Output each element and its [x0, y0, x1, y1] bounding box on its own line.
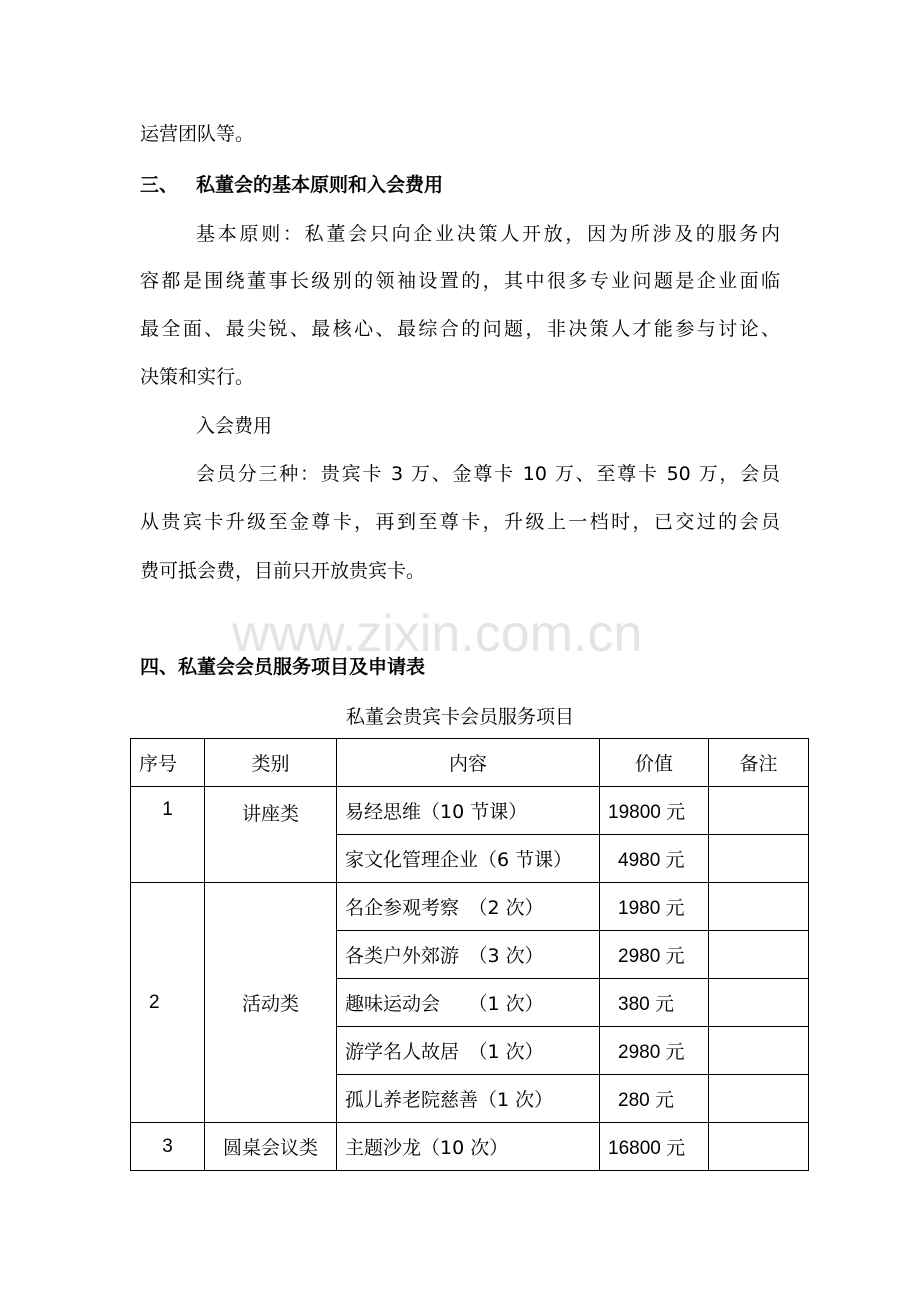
row-number: 3 — [131, 1123, 205, 1171]
row-remark — [709, 931, 809, 979]
row-remark — [709, 979, 809, 1027]
table-header-row — [131, 739, 809, 787]
row-content: 孤儿养老院慈善（1 次） — [337, 1075, 600, 1123]
continuation-line: 运营团队等。 — [140, 123, 255, 145]
fee-line-2: 从贵宾卡升级至金尊卡，再到至尊卡，升级上一档时，已交过的会员 — [140, 511, 780, 533]
principle-line-3: 最全面、最尖锐、最核心、最综合的问题，非决策人才能参与讨论、 — [140, 318, 780, 340]
fee-line-3: 费可抵会费，目前只开放贵宾卡。 — [140, 560, 426, 582]
row-category: 圆桌会议类 — [205, 1123, 337, 1171]
row-remark — [709, 1027, 809, 1075]
principle-line-1: 基本原则：私董会只向企业决策人开放，因为所涉及的服务内 — [196, 223, 780, 245]
header-category: 类别 — [205, 739, 337, 787]
table-caption: 私董会贵宾卡会员服务项目 — [345, 706, 574, 728]
row-remark — [709, 1123, 809, 1171]
row-remark — [709, 1075, 809, 1123]
fee-heading: 入会费用 — [196, 415, 273, 437]
principle-line-2: 容都是围绕董事长级别的领袖设置的，其中很多专业问题是企业面临 — [140, 270, 780, 292]
row-content: 名企参观考察 （2 次） — [337, 883, 600, 931]
row-value: 2980 元 — [600, 1027, 709, 1075]
row-content: 游学名人故居 （1 次） — [337, 1027, 600, 1075]
service-table — [130, 738, 809, 1171]
section-3-title: 私董会的基本原则和入会费用 — [196, 174, 444, 196]
fee-line-1: 会员分三种：贵宾卡 3 万、金尊卡 10 万、至尊卡 50 万，会员 — [196, 463, 780, 485]
row-value: 380 元 — [600, 979, 709, 1027]
table-row — [131, 883, 809, 931]
row-value: 16800 元 — [600, 1123, 709, 1171]
row-remark — [709, 883, 809, 931]
row-content: 家文化管理企业（6 节课） — [337, 835, 600, 883]
row-category: 讲座类 — [205, 787, 337, 883]
table-row — [131, 787, 809, 835]
row-value: 19800 元 — [600, 787, 709, 835]
principle-line-4: 决策和实行。 — [140, 366, 255, 388]
row-value: 1980 元 — [600, 883, 709, 931]
row-category: 活动类 — [205, 883, 337, 1123]
section-4-title: 四、私董会会员服务项目及申请表 — [140, 656, 426, 678]
header-value: 价值 — [600, 739, 709, 787]
row-number: 1 — [131, 787, 205, 883]
row-number: 2 — [131, 883, 205, 1123]
header-remark: 备注 — [709, 739, 809, 787]
row-content: 各类户外郊游 （3 次） — [337, 931, 600, 979]
row-content: 易经思维（10 节课） — [337, 787, 600, 835]
section-3-number: 三、 — [140, 174, 179, 196]
row-value: 4980 元 — [600, 835, 709, 883]
row-value: 280 元 — [600, 1075, 709, 1123]
watermark: www.zixin.com.cn — [232, 605, 643, 663]
header-no: 序号 — [131, 739, 205, 787]
row-remark — [709, 787, 809, 835]
row-content: 主题沙龙（10 次） — [337, 1123, 600, 1171]
table-row — [131, 1123, 809, 1171]
row-content: 趣味运动会 （1 次） — [337, 979, 600, 1027]
row-value: 2980 元 — [600, 931, 709, 979]
header-content: 内容 — [337, 739, 600, 787]
row-remark — [709, 835, 809, 883]
